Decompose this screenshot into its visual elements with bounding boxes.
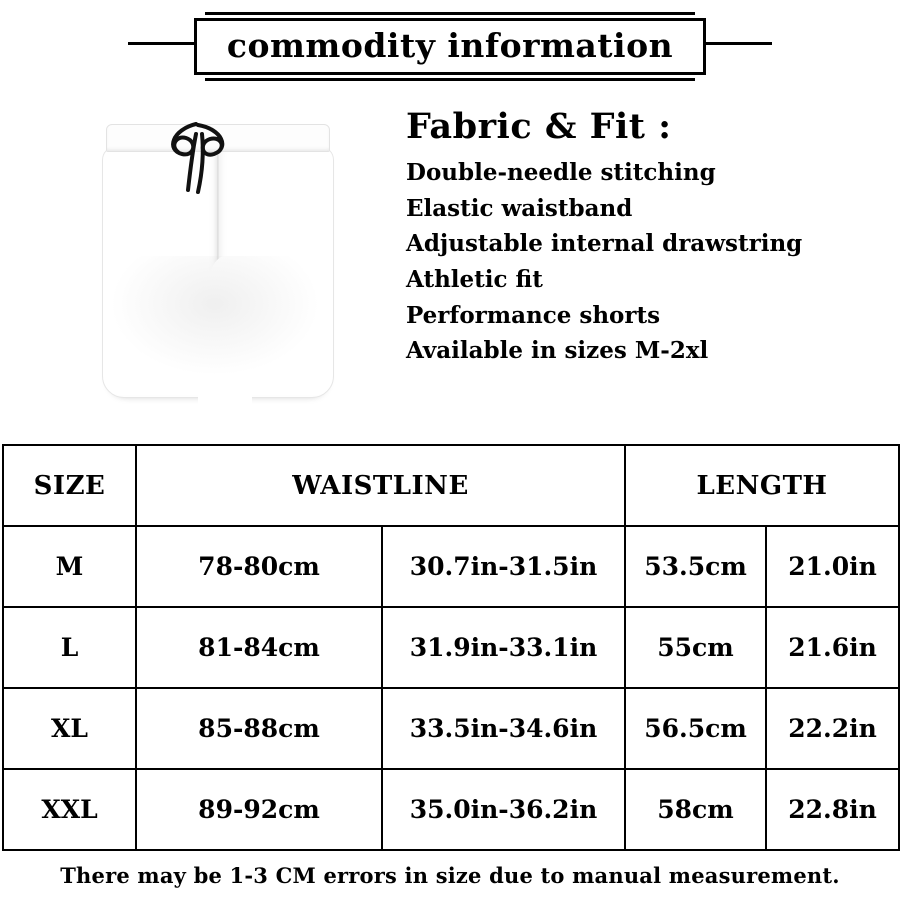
cell-waist-in: 35.0in-36.2in [382,769,625,850]
list-item: Double-needle stitching [406,159,716,186]
fabric-heading: Fabric & Fit : [406,106,672,147]
cell-length-cm: 58cm [625,769,766,850]
list-item: Athletic fit [406,265,543,293]
cell-length-cm: 55cm [625,607,766,688]
column-header-waistline: WAISTLINE [136,445,625,526]
cell-length-in: 21.0in [766,526,899,607]
fabric-feature-list [398,155,886,369]
cell-length-cm: 53.5cm [625,526,766,607]
table-row [3,769,899,850]
list-item: Adjustable internal drawstring [406,230,803,258]
cell-length-in: 22.8in [766,769,899,850]
column-header-length: LENGTH [625,445,899,526]
list-item: Elastic waistband [406,194,633,222]
shorts-body [80,106,370,406]
cell-size: XL [3,688,136,769]
drawstring-icon [158,116,268,206]
product-image-area [2,92,398,444]
header-banner [0,0,900,92]
table-row [3,607,899,688]
page-title: commodity information [226,25,674,65]
fabric-and-fit-block [398,92,898,444]
column-header-size: SIZE [3,445,136,526]
cell-waist-in: 33.5in-34.6in [382,688,625,769]
cell-waist-in: 31.9in-33.1in [382,607,625,688]
header-title-box [194,18,706,75]
cell-length-cm: 56.5cm [625,688,766,769]
cell-size: L [3,607,136,688]
table-row [3,526,899,607]
cell-waist-cm: 78-80cm [136,526,382,607]
cell-waist-cm: 85-88cm [136,688,382,769]
product-overview-section [0,92,900,444]
cell-size: M [3,526,136,607]
cell-waist-in: 30.7in-31.5in [382,526,625,607]
measurement-footnote: There may be 1-3 CM errors in size due to manual measurement. [60,863,840,888]
size-chart-table [2,444,900,851]
table-row [3,688,899,769]
cell-length-in: 21.6in [766,607,899,688]
cell-size: XXL [3,769,136,850]
table-header-row [3,445,899,526]
cell-waist-cm: 81-84cm [136,607,382,688]
cell-waist-cm: 89-92cm [136,769,382,850]
size-table-section [0,444,900,851]
cell-length-in: 22.2in [766,688,899,769]
list-item: Performance shorts [406,301,661,329]
shorts-illustration [80,106,370,406]
list-item: Available in sizes M-2xl [406,337,709,365]
